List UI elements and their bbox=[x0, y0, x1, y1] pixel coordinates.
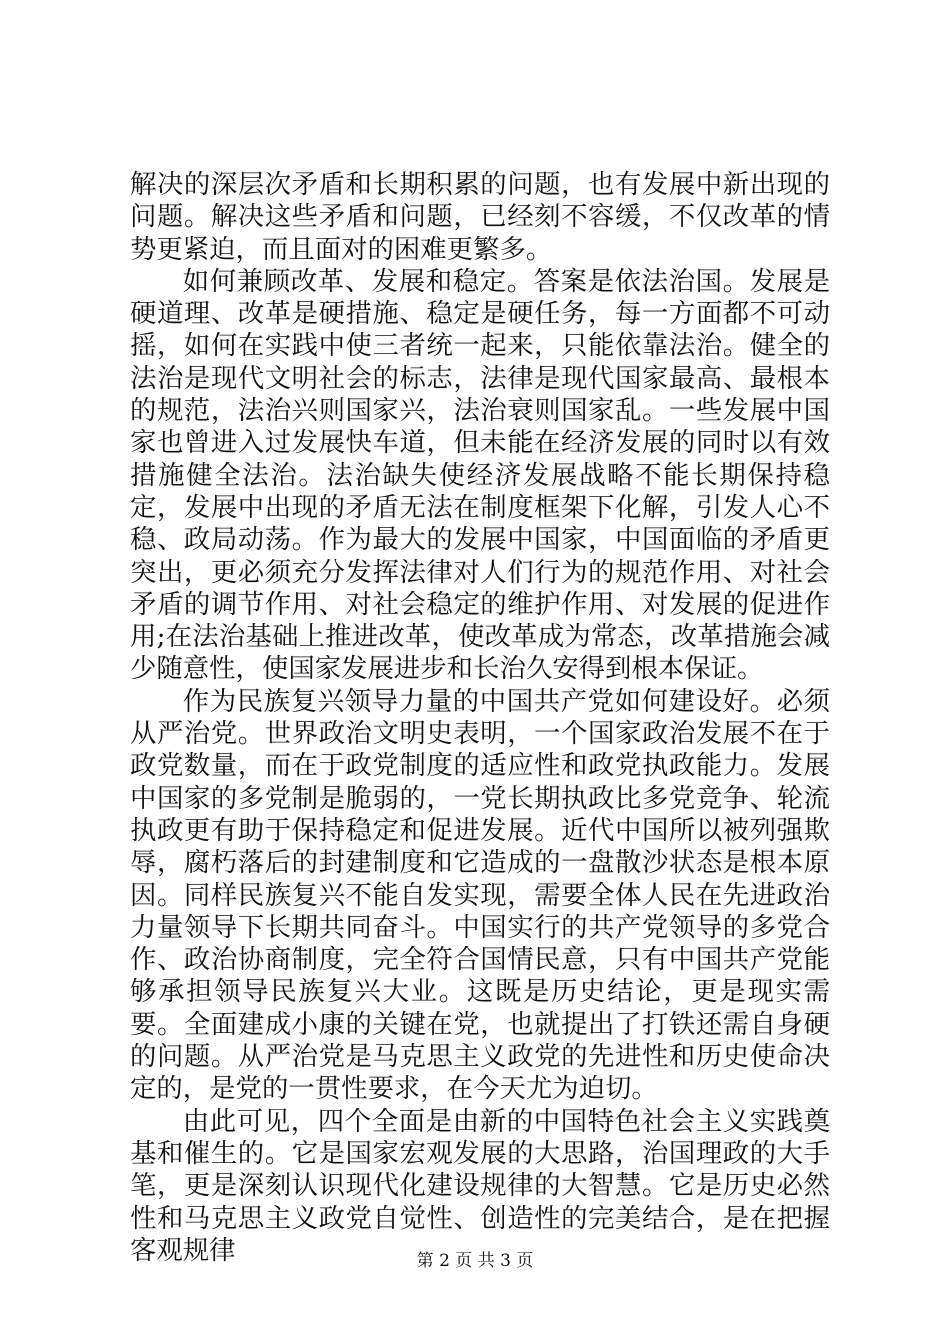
paragraph-1: 解决的深层次矛盾和长期积累的问题，也有发展中新出现的问题。解决这些矛盾和问题，已经刻不容缓，不仅改革的情势更紧迫，而且面对的困难更繁多。 bbox=[130, 169, 830, 265]
paragraph-2: 如何兼顾改革、发展和稳定。答案是依法治国。发展是硬道理、改革是硬措施、稳定是硬任务，每一方面都不可动摇，如何在实践中使三者统一起来，只能依靠法治。健全的法治是现代文明社会的标志，法律是现代国家最高、最根本的规范，法治兴则国家兴，法治衰则国家乱。一些发展中国家也曾进入过发展快车道，但未能在经济发展的同时以有效措施健全法治。法治缺失使经济发展战略不能长期保持稳定，发展中出现的矛盾无法在制度框架下化解，引发人心不稳、政局动荡。作为最大的发展中国家，中国面临的矛盾更突出，更必须充分发挥法律对人们行为的规范作用、对社会矛盾的调节作用、对社会稳定的维护作用、对发展的促进作用;在法治基础上推进改革，使改革成为常态，改革措施会减少随意性，使国家发展进步和长治久安得到根本保证。 bbox=[130, 265, 830, 685]
document-body bbox=[130, 169, 830, 1267]
paragraph-3: 作为民族复兴领导力量的中国共产党如何建设好。必须从严治党。世界政治文明史表明，一个国家政治发展不在于政党数量，而在于政党制度的适应性和政党执政能力。发展中国家的多党制是脆弱的，一党长期执政比多党竞争、轮流执政更有助于保持稳定和促进发展。近代中国所以被列强欺辱，腐朽落后的封建制度和它造成的一盘散沙状态是根本原因。同样民族复兴不能自发实现，需要全体人民在先进政治力量领导下长期共同奋斗。中国实行的共产党领导的多党合作、政治协商制度，完全符合国情民意，只有中国共产党能够承担领导民族复兴大业。这既是历史结论，更是现实需要。全面建成小康的关键在党，也就提出了打铁还需自身硬的问题。从严治党是马克思主义政党的先进性和历史使命决定的，是党的一贯性要求，在今天尤为迫切。 bbox=[130, 685, 830, 1105]
paragraph-4: 由此可见，四个全面是由新的中国特色社会主义实践奠基和催生的。它是国家宏观发展的大思路，治国理政的大手笔，更是深刻认识现代化建设规律的大智慧。它是历史必然性和马克思主义政党自觉性、创造性的完美结合，是在把握客观规律 bbox=[130, 1105, 830, 1266]
page-number-footer: 第 2 页 共 3 页 bbox=[416, 1251, 534, 1271]
